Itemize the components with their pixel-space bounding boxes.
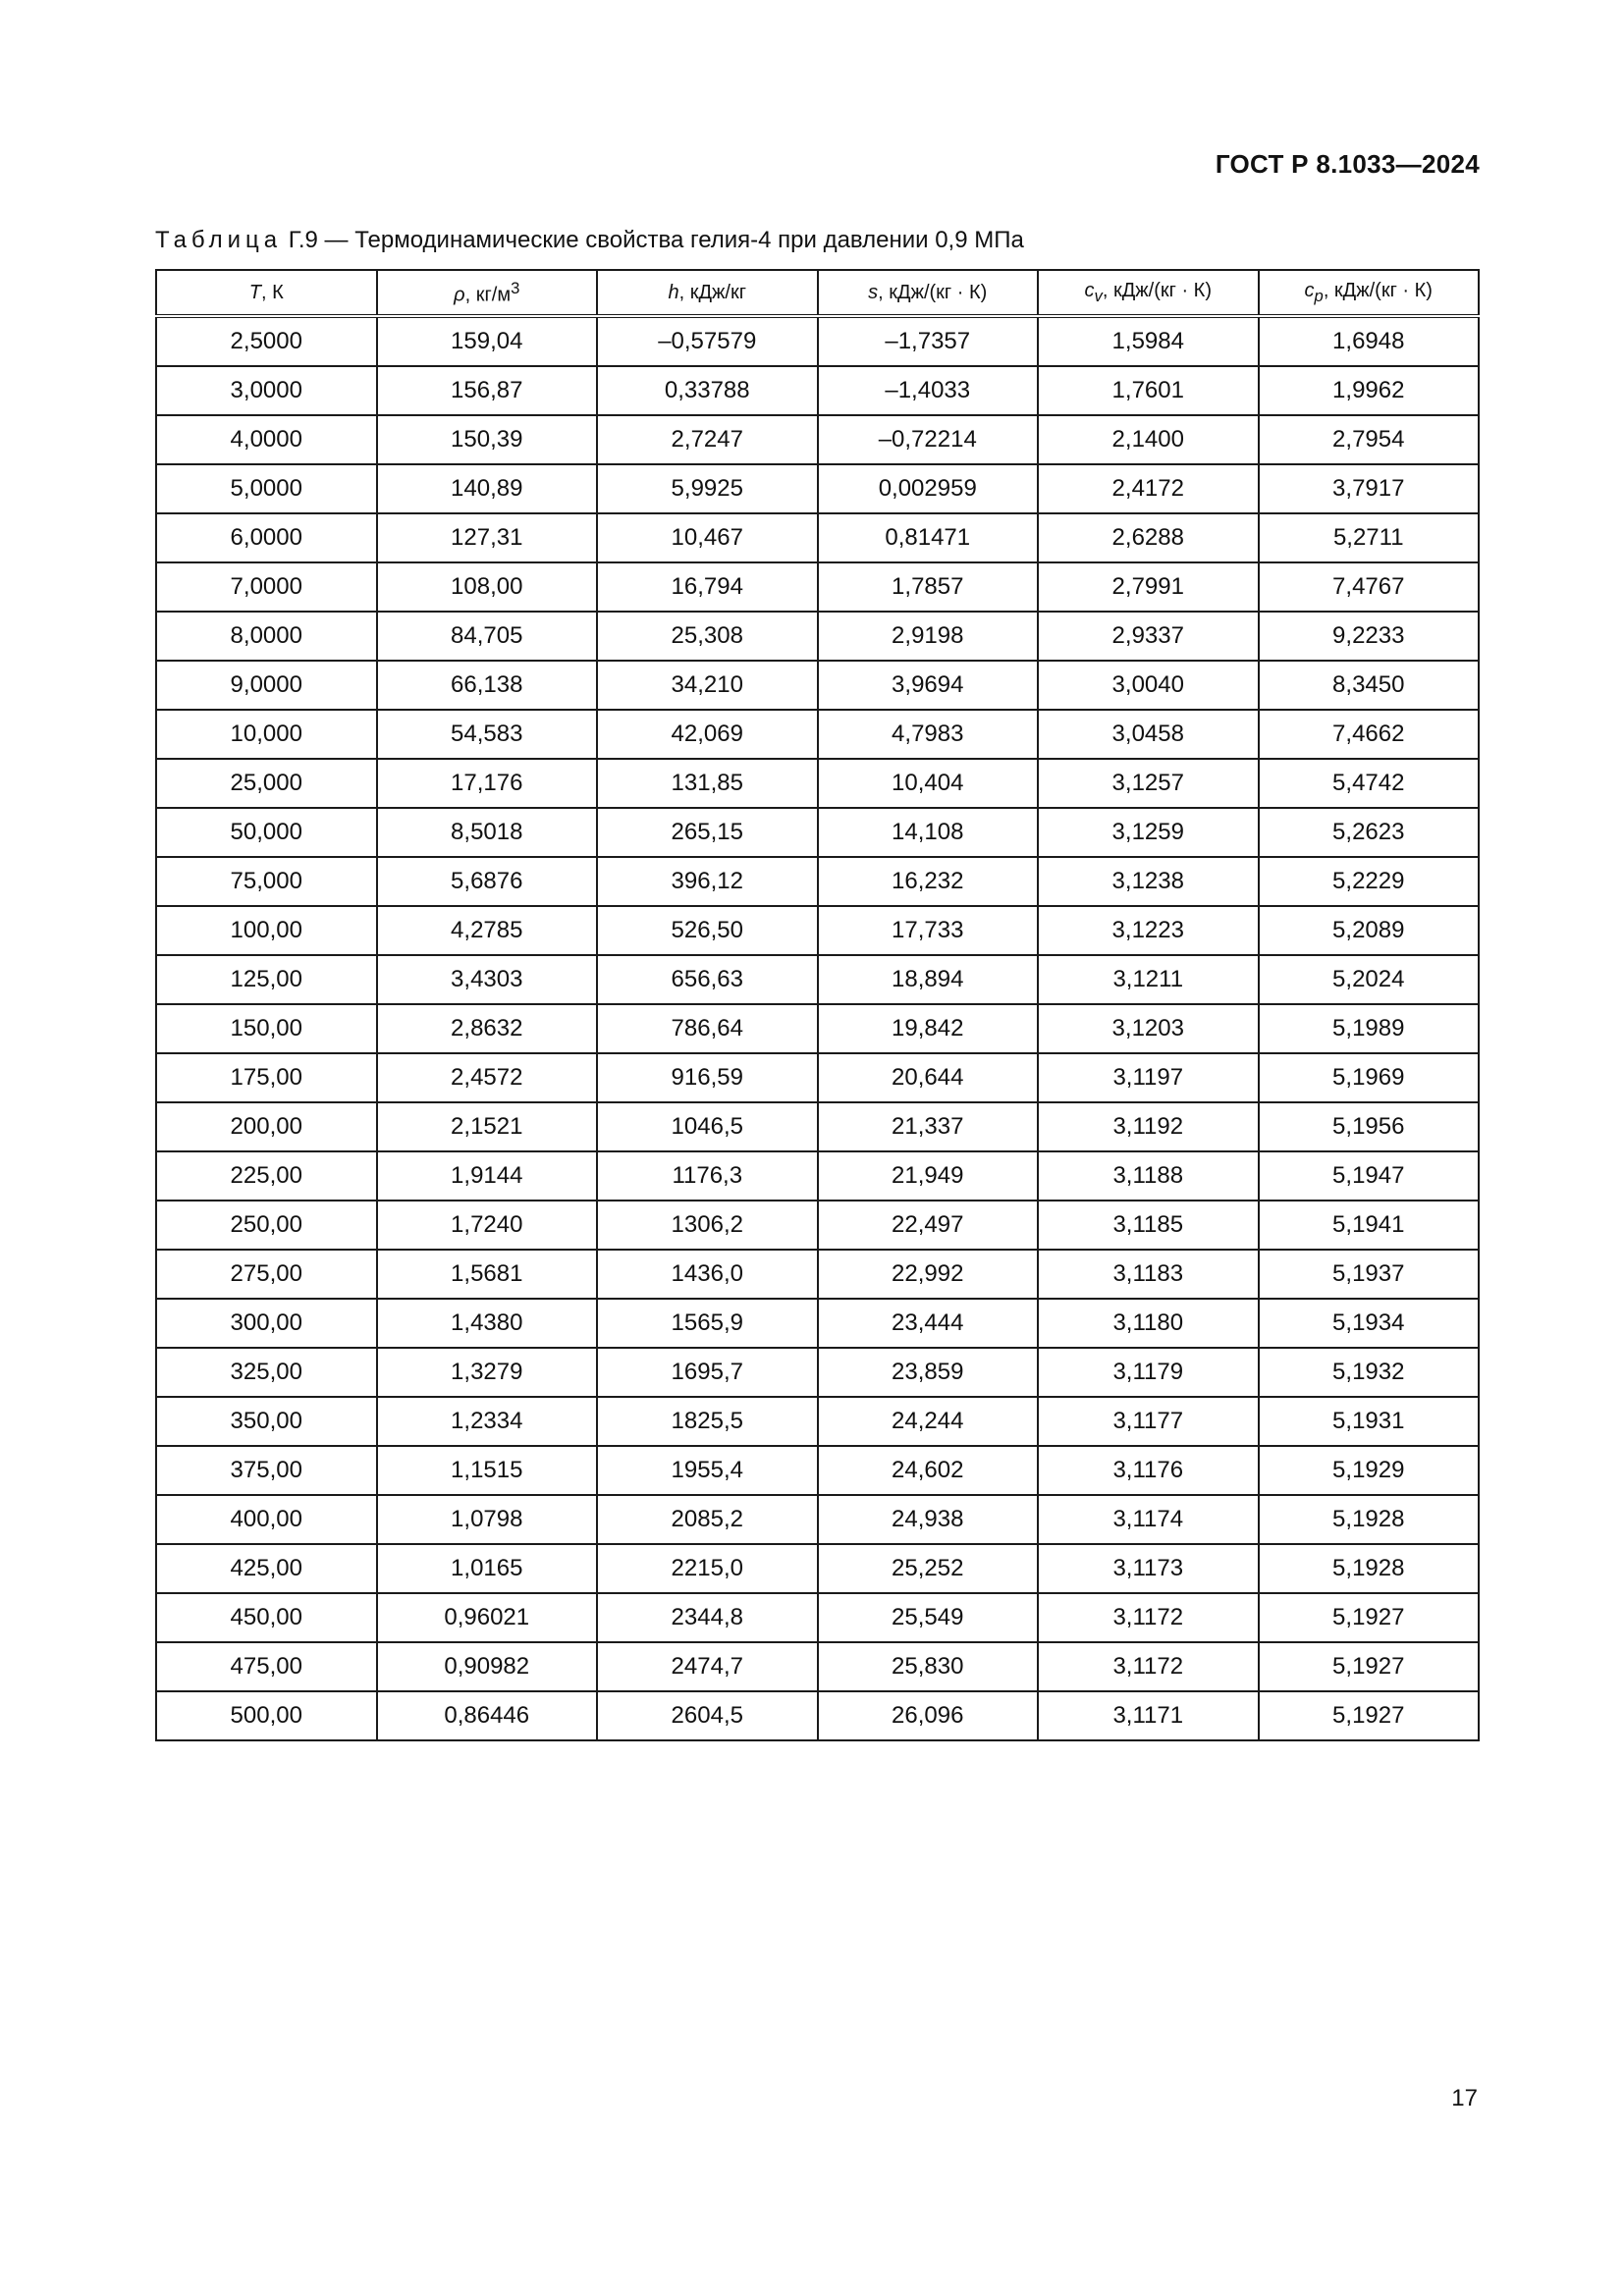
table-cell: 17,176 (377, 759, 598, 808)
table-cell: 400,00 (156, 1495, 377, 1544)
caption-number: Г.9 (288, 227, 318, 253)
table-cell: 1,1515 (377, 1446, 598, 1495)
table-row (156, 1544, 1479, 1593)
table-cell: 42,069 (597, 710, 818, 759)
table-cell: 5,1927 (1259, 1642, 1480, 1691)
column-header-density (377, 270, 598, 316)
table-row (156, 955, 1479, 1004)
table-cell: 5,9925 (597, 464, 818, 513)
table-cell: 1,7601 (1038, 366, 1259, 415)
table-cell: 3,1179 (1038, 1348, 1259, 1397)
table-cell: –1,7357 (818, 316, 1039, 366)
table-cell: 5,1969 (1259, 1053, 1480, 1102)
table-cell: 9,0000 (156, 661, 377, 710)
table-cell: 5,1947 (1259, 1151, 1480, 1201)
column-header-cp (1259, 270, 1480, 316)
table-cell: 1,2334 (377, 1397, 598, 1446)
table-cell: 5,1941 (1259, 1201, 1480, 1250)
table-row (156, 562, 1479, 612)
table-cell: 18,894 (818, 955, 1039, 1004)
column-subscript: v (1094, 286, 1103, 305)
table-cell: 656,63 (597, 955, 818, 1004)
table-cell: 3,0040 (1038, 661, 1259, 710)
table-cell: 3,1192 (1038, 1102, 1259, 1151)
table-cell: 5,1927 (1259, 1691, 1480, 1740)
table-cell: 2,4172 (1038, 464, 1259, 513)
table-row (156, 1004, 1479, 1053)
table-cell: 1,4380 (377, 1299, 598, 1348)
table-cell: 50,000 (156, 808, 377, 857)
table-cell: 3,1176 (1038, 1446, 1259, 1495)
table-cell: 10,467 (597, 513, 818, 562)
table-cell: 2,7954 (1259, 415, 1480, 464)
table-cell: 1436,0 (597, 1250, 818, 1299)
table-cell: 3,1185 (1038, 1201, 1259, 1250)
table-row (156, 1299, 1479, 1348)
column-header-entropy (818, 270, 1039, 316)
table-cell: 1,7240 (377, 1201, 598, 1250)
table-cell: 0,81471 (818, 513, 1039, 562)
table-row (156, 1642, 1479, 1691)
table-cell: 8,5018 (377, 808, 598, 857)
table-cell: 1695,7 (597, 1348, 818, 1397)
table-cell: 475,00 (156, 1642, 377, 1691)
column-header-cv (1038, 270, 1259, 316)
column-symbol: T (248, 281, 261, 303)
table-row (156, 1495, 1479, 1544)
table-row (156, 1446, 1479, 1495)
caption-title: Термодинамические свойства гелия-4 при давлении 0,9 МПа (354, 227, 1024, 253)
table-row (156, 1201, 1479, 1250)
table-cell: 5,2623 (1259, 808, 1480, 857)
table-row (156, 1397, 1479, 1446)
table-cell: 25,252 (818, 1544, 1039, 1593)
column-superscript: 3 (511, 278, 520, 297)
table-cell: 786,64 (597, 1004, 818, 1053)
table-cell: 2474,7 (597, 1642, 818, 1691)
table-row (156, 759, 1479, 808)
table-cell: 300,00 (156, 1299, 377, 1348)
table-cell: 2,7991 (1038, 562, 1259, 612)
table-row (156, 661, 1479, 710)
table-cell: 25,308 (597, 612, 818, 661)
table-cell: 21,337 (818, 1102, 1039, 1151)
table-cell: 22,497 (818, 1201, 1039, 1250)
table-cell: 425,00 (156, 1544, 377, 1593)
table-row (156, 808, 1479, 857)
table-cell: 5,1932 (1259, 1348, 1480, 1397)
document-number: ГОСТ Р 8.1033—2024 (1215, 149, 1480, 179)
table-row (156, 415, 1479, 464)
table-cell: 5,4742 (1259, 759, 1480, 808)
table-cell: 2604,5 (597, 1691, 818, 1740)
table-cell: 2,1400 (1038, 415, 1259, 464)
table-cell: 3,1173 (1038, 1544, 1259, 1593)
table-row (156, 1348, 1479, 1397)
table-cell: 2085,2 (597, 1495, 818, 1544)
table-cell: 450,00 (156, 1593, 377, 1642)
table-cell: 14,108 (818, 808, 1039, 857)
page-number: 17 (1451, 2085, 1478, 2111)
table-cell: 1565,9 (597, 1299, 818, 1348)
table-cell: 225,00 (156, 1151, 377, 1201)
table-row (156, 366, 1479, 415)
table-cell: 396,12 (597, 857, 818, 906)
table-cell: 5,2711 (1259, 513, 1480, 562)
table-cell: 5,6876 (377, 857, 598, 906)
table-cell: 0,86446 (377, 1691, 598, 1740)
table-cell: –0,72214 (818, 415, 1039, 464)
properties-table (155, 269, 1480, 1741)
table-cell: 1,5681 (377, 1250, 598, 1299)
table-cell: 16,794 (597, 562, 818, 612)
table-cell: 1306,2 (597, 1201, 818, 1250)
table-cell: 16,232 (818, 857, 1039, 906)
table-cell: 3,1180 (1038, 1299, 1259, 1348)
table-cell: 200,00 (156, 1102, 377, 1151)
table-cell: 3,0000 (156, 366, 377, 415)
table-cell: 54,583 (377, 710, 598, 759)
table-cell: 24,938 (818, 1495, 1039, 1544)
table-row (156, 857, 1479, 906)
table-cell: 4,7983 (818, 710, 1039, 759)
table-cell: 3,0458 (1038, 710, 1259, 759)
table-row (156, 906, 1479, 955)
table-cell: 5,1989 (1259, 1004, 1480, 1053)
table-cell: 1825,5 (597, 1397, 818, 1446)
table-cell: 3,1197 (1038, 1053, 1259, 1102)
table-cell: 3,1177 (1038, 1397, 1259, 1446)
table-cell: 0,96021 (377, 1593, 598, 1642)
table-cell: 9,2233 (1259, 612, 1480, 661)
table-cell: 2,4572 (377, 1053, 598, 1102)
table-cell: 2,9198 (818, 612, 1039, 661)
table-cell: 1,5984 (1038, 316, 1259, 366)
table-cell: 8,3450 (1259, 661, 1480, 710)
table-cell: 2,7247 (597, 415, 818, 464)
table-cell: 5,1928 (1259, 1495, 1480, 1544)
table-cell: 250,00 (156, 1201, 377, 1250)
column-unit: , кДж/кг (678, 281, 746, 303)
table-cell: 1,9144 (377, 1151, 598, 1201)
table-row (156, 513, 1479, 562)
table-row (156, 1102, 1479, 1151)
table-header (156, 270, 1479, 316)
table-cell: 0,002959 (818, 464, 1039, 513)
table-cell: 1,0165 (377, 1544, 598, 1593)
table-cell: 175,00 (156, 1053, 377, 1102)
table-cell: 4,0000 (156, 415, 377, 464)
table-cell: 7,4767 (1259, 562, 1480, 612)
table-cell: 3,1259 (1038, 808, 1259, 857)
table-cell: 1,7857 (818, 562, 1039, 612)
table-cell: 5,0000 (156, 464, 377, 513)
table-cell: 3,1172 (1038, 1642, 1259, 1691)
table-cell: 2,1521 (377, 1102, 598, 1151)
table-cell: 7,4662 (1259, 710, 1480, 759)
caption-dash: — (324, 227, 349, 253)
table-caption (155, 227, 1024, 254)
table-cell: 7,0000 (156, 562, 377, 612)
column-symbol: c (1304, 279, 1315, 301)
table-cell: 10,000 (156, 710, 377, 759)
table-cell: 3,1203 (1038, 1004, 1259, 1053)
table-cell: 150,00 (156, 1004, 377, 1053)
table-cell: 1046,5 (597, 1102, 818, 1151)
table-cell: 21,949 (818, 1151, 1039, 1201)
table-cell: 131,85 (597, 759, 818, 808)
table-cell: 5,2089 (1259, 906, 1480, 955)
table-cell: 100,00 (156, 906, 377, 955)
table-cell: 127,31 (377, 513, 598, 562)
table-row (156, 1053, 1479, 1102)
table-cell: 1176,3 (597, 1151, 818, 1201)
table-row (156, 1593, 1479, 1642)
table-cell: 66,138 (377, 661, 598, 710)
table-cell: 5,1929 (1259, 1446, 1480, 1495)
table-cell: 916,59 (597, 1053, 818, 1102)
table-cell: 23,444 (818, 1299, 1039, 1348)
table-cell: 3,9694 (818, 661, 1039, 710)
table-cell: 3,7917 (1259, 464, 1480, 513)
table-cell: 5,1934 (1259, 1299, 1480, 1348)
table-cell: 3,1211 (1038, 955, 1259, 1004)
table-cell: 8,0000 (156, 612, 377, 661)
table-cell: 156,87 (377, 366, 598, 415)
table-cell: 1,3279 (377, 1348, 598, 1397)
table-cell: 24,602 (818, 1446, 1039, 1495)
table-cell: 3,1188 (1038, 1151, 1259, 1201)
table-cell: 108,00 (377, 562, 598, 612)
table-cell: 3,4303 (377, 955, 598, 1004)
table-cell: 4,2785 (377, 906, 598, 955)
table-cell: 25,000 (156, 759, 377, 808)
table-cell: 3,1238 (1038, 857, 1259, 906)
table-cell: 20,644 (818, 1053, 1039, 1102)
column-unit: , К (260, 281, 284, 303)
column-unit: , кДж/(кг · К) (1323, 279, 1433, 301)
table-cell: 3,1183 (1038, 1250, 1259, 1299)
table-cell: 1,9962 (1259, 366, 1480, 415)
table-cell: 5,1931 (1259, 1397, 1480, 1446)
table-cell: 25,830 (818, 1642, 1039, 1691)
caption-label: Таблица (155, 227, 283, 253)
table-cell: 5,1937 (1259, 1250, 1480, 1299)
table-row (156, 1691, 1479, 1740)
column-symbol: ρ (454, 284, 465, 306)
table-cell: 375,00 (156, 1446, 377, 1495)
table-cell: 25,549 (818, 1593, 1039, 1642)
table-cell: 19,842 (818, 1004, 1039, 1053)
table-cell: 84,705 (377, 612, 598, 661)
table-row (156, 710, 1479, 759)
table-cell: 500,00 (156, 1691, 377, 1740)
table-cell: 1955,4 (597, 1446, 818, 1495)
table-cell: 5,2229 (1259, 857, 1480, 906)
table-cell: 125,00 (156, 955, 377, 1004)
table-cell: 140,89 (377, 464, 598, 513)
table-cell: 10,404 (818, 759, 1039, 808)
table-row (156, 1151, 1479, 1201)
table-cell: 3,1174 (1038, 1495, 1259, 1544)
table-cell: 23,859 (818, 1348, 1039, 1397)
table-cell: 5,2024 (1259, 955, 1480, 1004)
table-body (156, 316, 1479, 1740)
column-subscript: p (1314, 286, 1324, 305)
table-cell: –0,57579 (597, 316, 818, 366)
table-cell: 17,733 (818, 906, 1039, 955)
column-symbol: c (1084, 279, 1095, 301)
table-cell: 265,15 (597, 808, 818, 857)
table-cell: 3,1223 (1038, 906, 1259, 955)
column-symbol: s (868, 281, 879, 303)
table-cell: 26,096 (818, 1691, 1039, 1740)
table-cell: –1,4033 (818, 366, 1039, 415)
table-row (156, 612, 1479, 661)
table-cell: 1,0798 (377, 1495, 598, 1544)
table-cell: 2,8632 (377, 1004, 598, 1053)
table-cell: 3,1171 (1038, 1691, 1259, 1740)
column-header-temperature (156, 270, 377, 316)
column-unit: , кг/м (464, 284, 512, 306)
table-cell: 159,04 (377, 316, 598, 366)
column-unit: , кДж/(кг · К) (1102, 279, 1212, 301)
table-cell: 22,992 (818, 1250, 1039, 1299)
table-cell: 2215,0 (597, 1544, 818, 1593)
column-unit: , кДж/(кг · К) (878, 281, 988, 303)
table-cell: 2344,8 (597, 1593, 818, 1642)
table-cell: 5,1956 (1259, 1102, 1480, 1151)
table-cell: 3,1172 (1038, 1593, 1259, 1642)
column-header-enthalpy (597, 270, 818, 316)
table-cell: 5,1927 (1259, 1593, 1480, 1642)
table-cell: 350,00 (156, 1397, 377, 1446)
table-cell: 526,50 (597, 906, 818, 955)
header-row (156, 270, 1479, 316)
table-cell: 3,1257 (1038, 759, 1259, 808)
column-symbol: h (668, 281, 679, 303)
table-cell: 0,90982 (377, 1642, 598, 1691)
table-row (156, 1250, 1479, 1299)
table-cell: 5,1928 (1259, 1544, 1480, 1593)
table-cell: 2,5000 (156, 316, 377, 366)
table-cell: 2,9337 (1038, 612, 1259, 661)
table-row (156, 316, 1479, 366)
table-cell: 150,39 (377, 415, 598, 464)
table-cell: 275,00 (156, 1250, 377, 1299)
table-cell: 1,6948 (1259, 316, 1480, 366)
table-cell: 325,00 (156, 1348, 377, 1397)
table-cell: 24,244 (818, 1397, 1039, 1446)
table-row (156, 464, 1479, 513)
table-cell: 75,000 (156, 857, 377, 906)
table-cell: 6,0000 (156, 513, 377, 562)
table-cell: 34,210 (597, 661, 818, 710)
table-cell: 0,33788 (597, 366, 818, 415)
table-cell: 2,6288 (1038, 513, 1259, 562)
